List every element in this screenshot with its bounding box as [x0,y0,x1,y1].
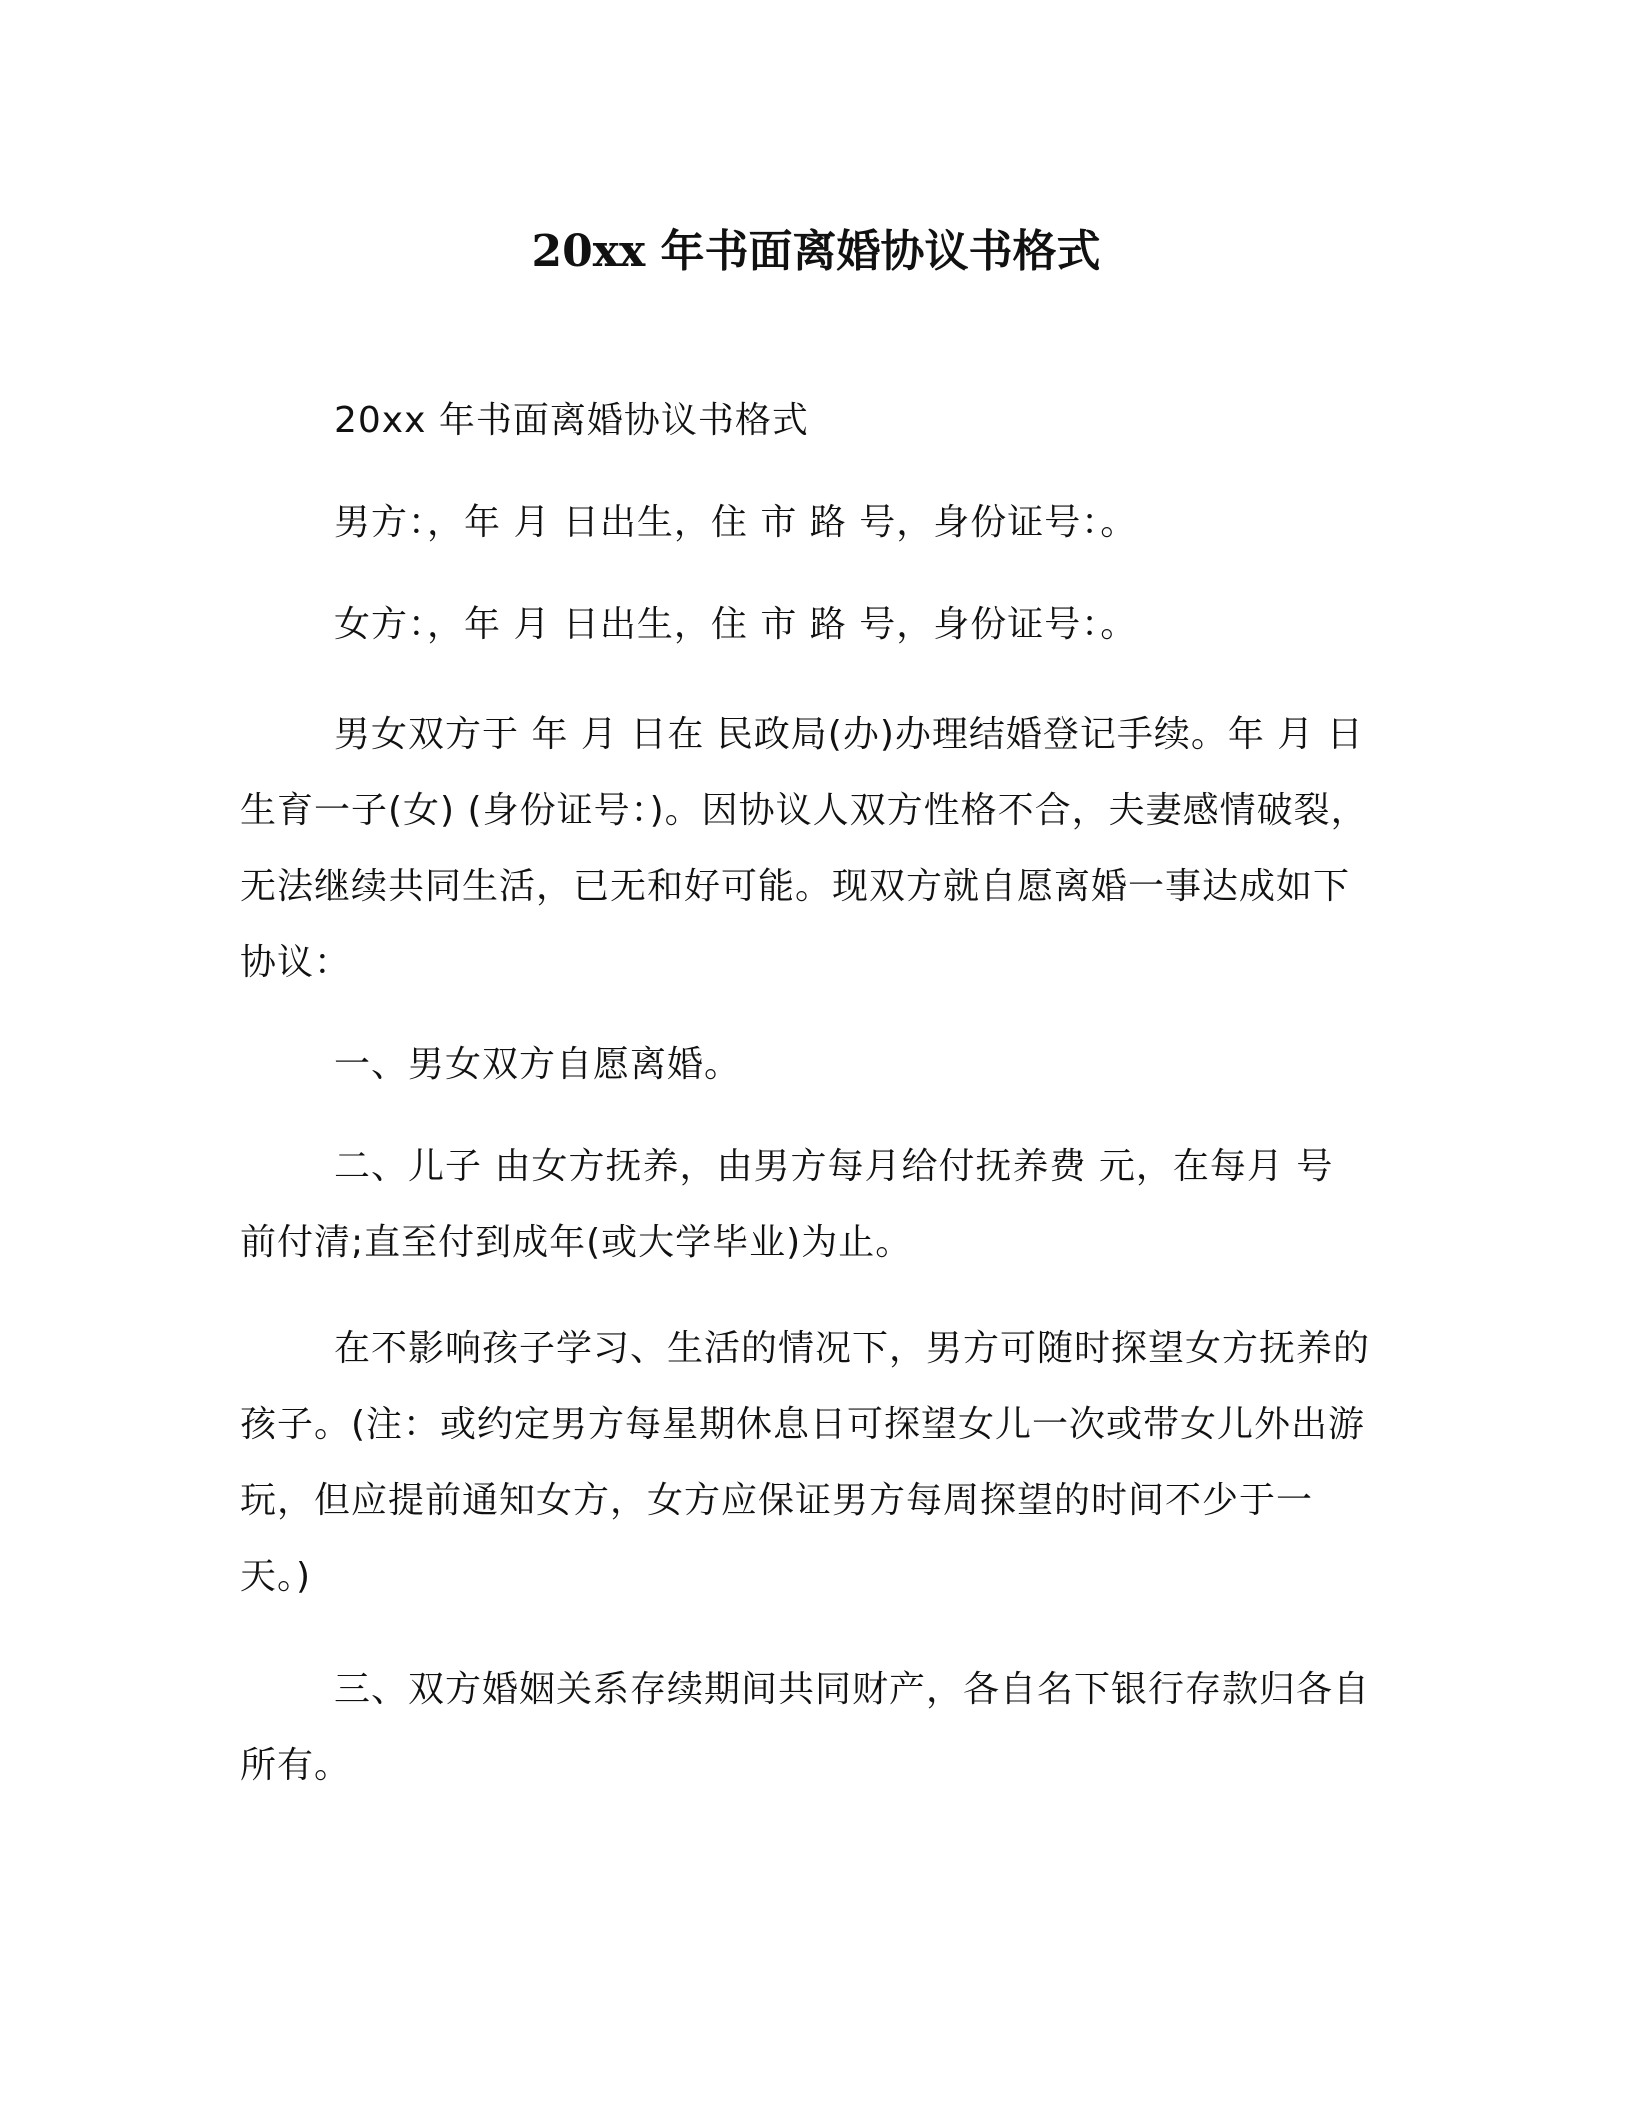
paragraph-male-party: 男方：，年 月 日出生，住 市 路 号，身份证号：。 [334,502,1138,543]
paragraph-text: 二、儿子 由女方抚养，由男方每月给付抚养费 元，在每月 号前付清;直至付到成年(或大学毕业)为止。 [240,1146,1334,1263]
paragraph-clause-2 [240,1129,1370,1281]
paragraph-clause-3 [240,1652,1370,1804]
paragraph-text: 在不影响孩子学习、生活的情况下，男方可随时探望女方抚养的孩子。(注：或约定男方每星期休息日可探望女儿一次或带女儿外出游玩，但应提前通知女方，女方应保证男方每周探望的时间不少于一天。) [240,1328,1371,1597]
paragraph-visitation [240,1311,1370,1615]
document-title: 20xx 年书面离婚协议书格式 [531,226,1101,277]
paragraph-female-party: 女方：，年 月 日出生，住 市 路 号，身份证号：。 [334,604,1138,645]
paragraph-clause-1: 一、男女双方自愿离婚。 [334,1044,742,1085]
paragraph-marriage-background [240,697,1370,1001]
paragraph-text: 男女双方于 年 月 日在 民政局(办)办理结婚登记手续。年 月 日生育一子(女) (身份证号：)。因协议人双方性格不合，夫妻感情破裂，无法继续共同生活，已无和好可能。现双方就自愿离婚一事达成如下协议： [240,714,1368,983]
paragraph-subtitle: 20xx 年书面离婚协议书格式 [334,400,809,441]
paragraph-text: 三、双方婚姻关系存续期间共同财产，各自名下银行存款归各自所有。 [240,1669,1371,1786]
